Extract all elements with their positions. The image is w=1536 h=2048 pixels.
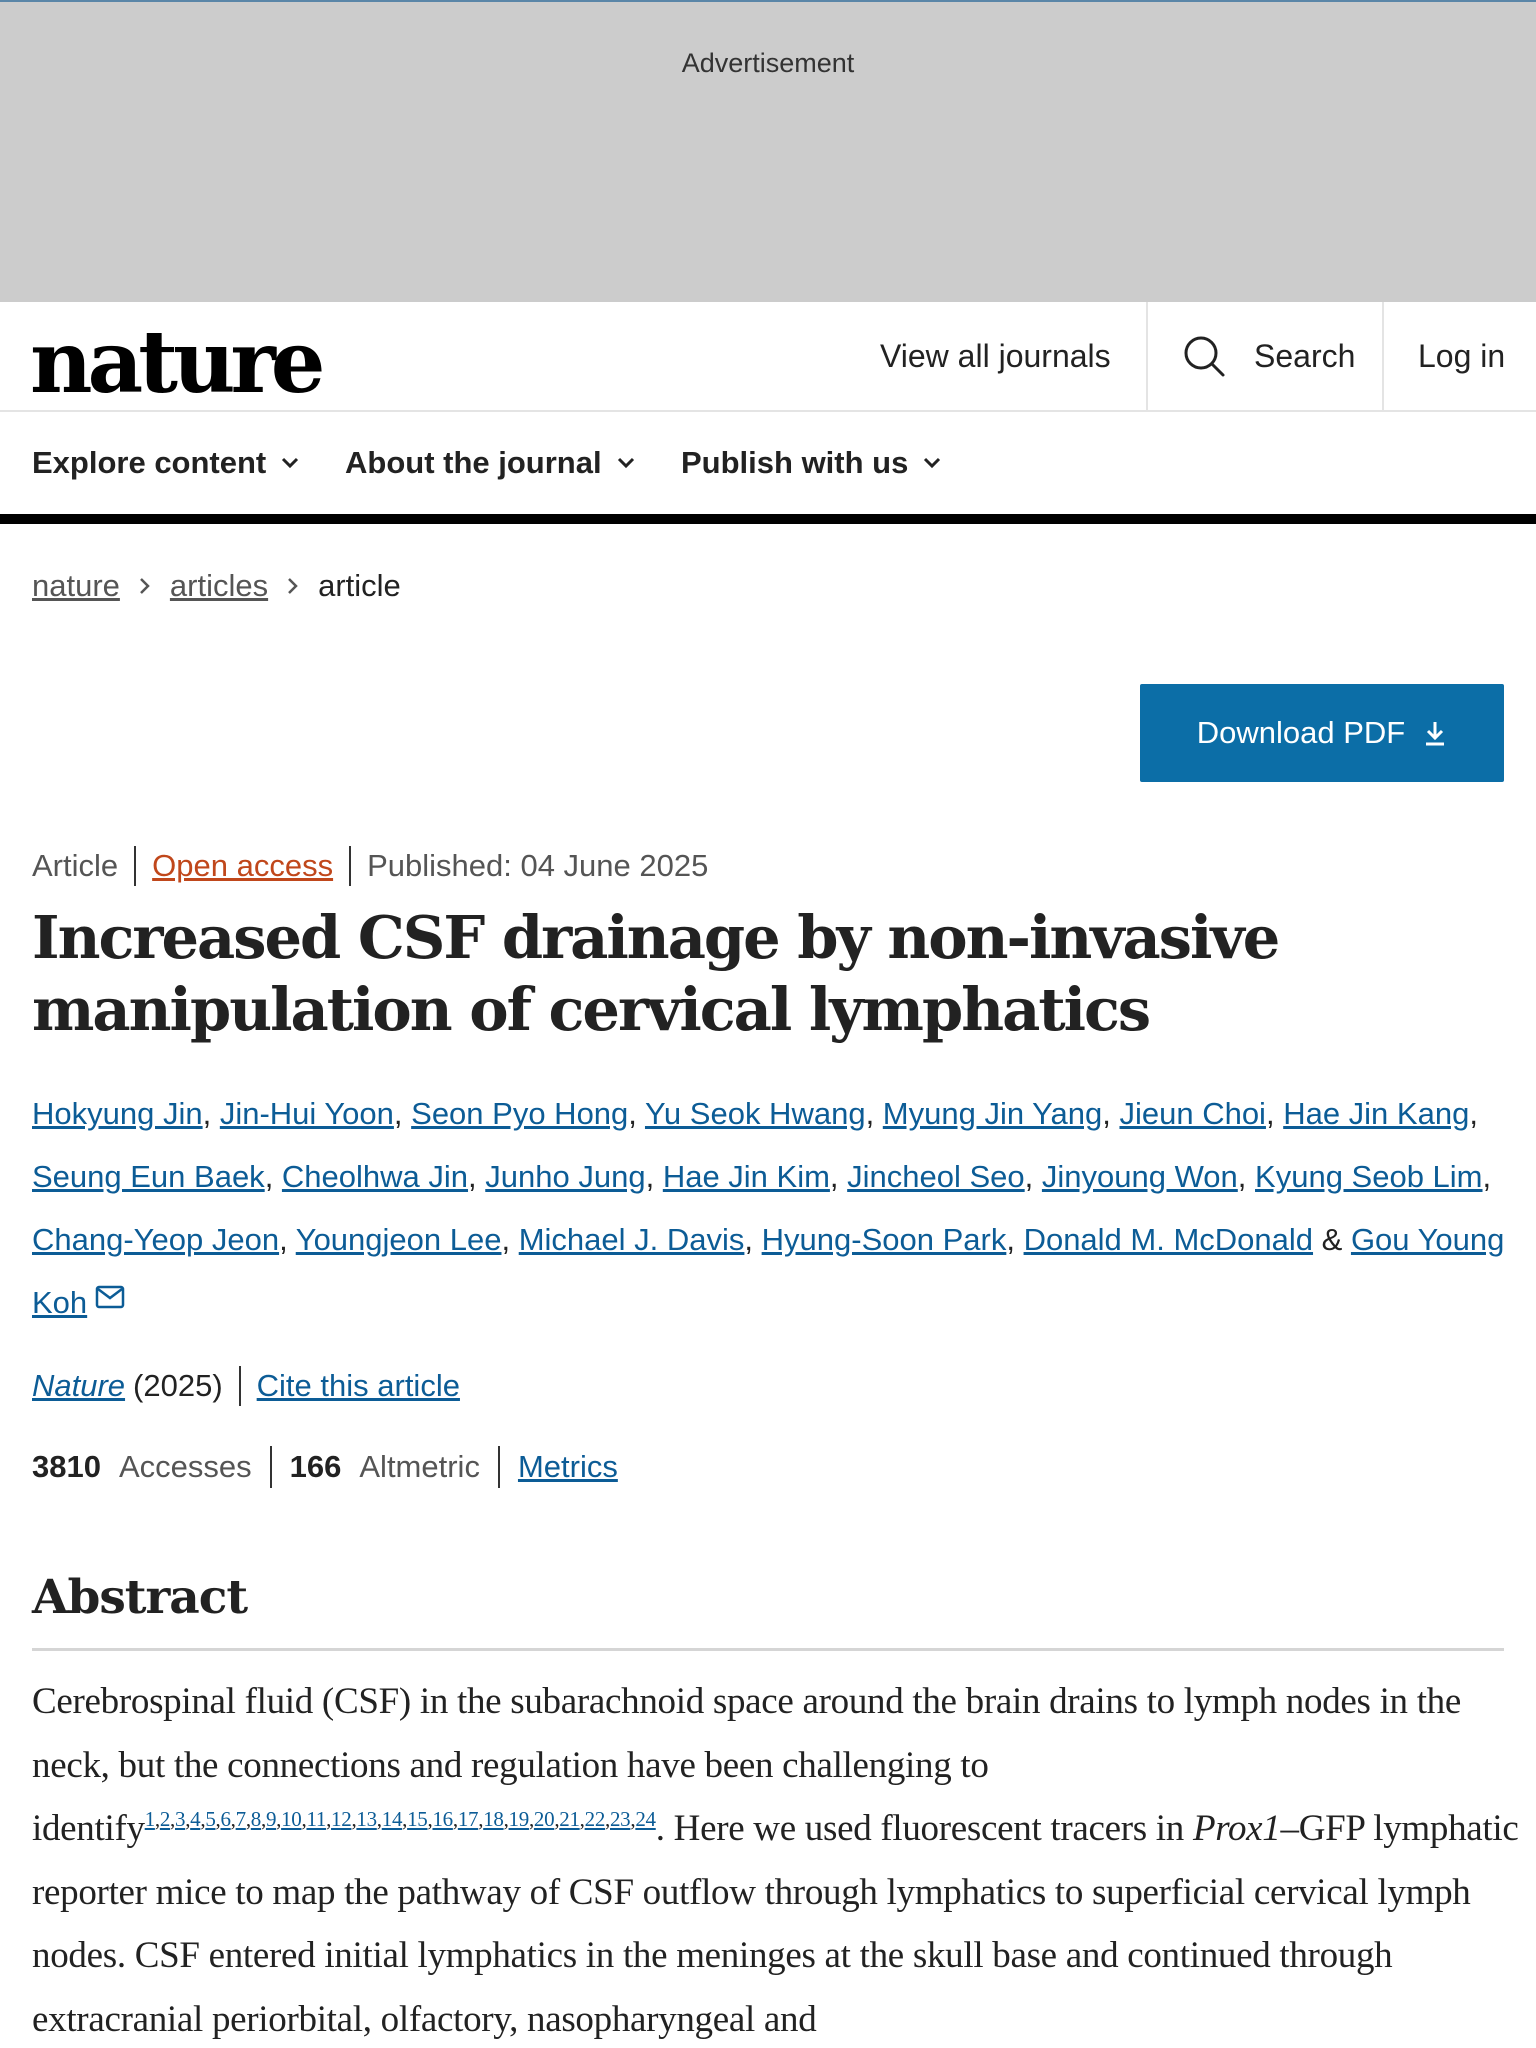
- reference-link[interactable]: 3: [175, 1807, 186, 1831]
- accesses-count: 3810: [32, 1449, 101, 1484]
- journal-name-link[interactable]: Nature: [32, 1368, 126, 1403]
- reference-link[interactable]: 23: [609, 1807, 631, 1831]
- divider: [349, 846, 351, 886]
- author-link[interactable]: Hae Jin Kang: [1283, 1096, 1470, 1131]
- divider: [270, 1446, 272, 1488]
- altmetric-score: 166: [289, 1449, 342, 1484]
- breadcrumb-home[interactable]: nature: [32, 568, 120, 603]
- abstract-text-part: . Here we used fluorescent tracers in: [655, 1808, 1193, 1849]
- reference-link[interactable]: 19: [508, 1807, 529, 1831]
- author-link[interactable]: Donald M. McDonald: [1023, 1222, 1314, 1257]
- reference-link[interactable]: 2: [159, 1807, 171, 1831]
- divider: [239, 1366, 241, 1406]
- author-link[interactable]: Myung Jin Yang: [882, 1096, 1103, 1131]
- nav-item-label: Publish with us: [681, 445, 909, 480]
- nav-explore-content[interactable]: [32, 412, 300, 514]
- author-link[interactable]: Youngjeon Lee: [295, 1222, 502, 1257]
- author-list: Hokyung Jin, Jin-Hui Yoon, Seon Pyo Hong, Yu Seok Hwang, Myung Jin Yang, Jieun Choi, Hae Jin Kang, Seung Eun Baek, Cheolhwa Jin, Junho Jung, Hae Jin Kim, Jincheol Seo, Jinyoung Won, Kyung Seob Lim, Chang-Yeop Jeon, Youngjeon Lee, Michael J. Davis, Hyung-Soon Park, Donald M. McDonald & Gou Young Koh: [32, 1096, 1505, 1320]
- article-type: Article: [32, 848, 119, 883]
- login-label: Log in: [1418, 337, 1506, 374]
- open-access-link[interactable]: Open access: [152, 848, 334, 883]
- nav-about-journal[interactable]: [345, 412, 636, 514]
- reference-list: 1,2,3,4,5,6,7,8,9,10,11,12,13,14,15,16,17,18,19,20,21,22,23,24: [144, 1807, 656, 1831]
- author-link[interactable]: Seon Pyo Hong: [411, 1096, 629, 1131]
- abstract-text: [32, 1670, 1522, 2048]
- search-button[interactable]: [1146, 302, 1382, 410]
- abstract-text-part: Cerebrospinal fluid (CSF) in the subarachnoid space around the brain drains to lymph nodes in the neck, but the connections and regulation have been challenging to identify: [32, 1681, 1462, 1849]
- nav-item-label: Explore content: [32, 445, 267, 480]
- reference-link[interactable]: 9: [265, 1807, 277, 1831]
- breadcrumb-articles[interactable]: articles: [169, 568, 269, 603]
- reference-link[interactable]: 13: [356, 1807, 377, 1831]
- altmetric-label: Altmetric: [359, 1449, 480, 1484]
- author-link[interactable]: Chang-Yeop Jeon: [32, 1222, 280, 1257]
- reference-link[interactable]: 4: [190, 1807, 201, 1831]
- published-date: Published: 04 June 2025: [367, 848, 709, 883]
- reference-link[interactable]: 14: [381, 1807, 403, 1831]
- nav-item-label: About the journal: [345, 445, 602, 480]
- gene-name: Prox1: [1192, 1808, 1281, 1849]
- reference-link[interactable]: 5: [205, 1807, 216, 1831]
- chevron-right-icon: [138, 576, 152, 596]
- chevron-down-icon: [616, 456, 636, 470]
- metrics-link[interactable]: Metrics: [517, 1449, 618, 1484]
- publication-year: (2025): [133, 1368, 223, 1403]
- advertisement-banner: [0, 0, 1536, 302]
- view-all-journals-label: View all journals: [880, 337, 1111, 374]
- chevron-down-icon: [922, 456, 942, 470]
- advertisement-label: Advertisement: [681, 48, 855, 78]
- breadcrumb-current: article: [318, 568, 401, 603]
- chevron-down-icon: [280, 456, 300, 470]
- author-link[interactable]: Gou Young Koh: [32, 1222, 1505, 1320]
- search-icon: [1182, 334, 1226, 378]
- reference-link[interactable]: 1: [144, 1807, 155, 1831]
- download-pdf-label: Download PDF: [1196, 715, 1406, 750]
- site-header: [0, 302, 1536, 412]
- abstract-text-part: –GFP lymphatic reporter mice to map the pathway of CSF outflow through lymphatics to superficial cervical lymph nodes. CSF entered initial lymphatics in the meninges at the skull base and continued through extracranial periorbital, olfactory, nasopharyngeal and: [32, 1808, 1519, 2040]
- author-link[interactable]: Kyung Seob Lim: [1255, 1159, 1483, 1194]
- author-link[interactable]: Hokyung Jin: [32, 1096, 203, 1131]
- reference-link[interactable]: 6: [220, 1807, 231, 1831]
- abstract-divider: [32, 1648, 1504, 1651]
- chevron-right-icon: [286, 576, 300, 596]
- breadcrumb: [32, 568, 401, 604]
- reference-link[interactable]: 17: [457, 1807, 479, 1831]
- author-link[interactable]: Seung Eun Baek: [32, 1159, 265, 1194]
- author-link[interactable]: Cheolhwa Jin: [281, 1159, 469, 1194]
- abstract-heading: Abstract: [32, 1570, 248, 1625]
- reference-link[interactable]: 22: [584, 1807, 606, 1831]
- search-label: Search: [1254, 337, 1356, 374]
- author-link[interactable]: Jinyoung Won: [1041, 1159, 1238, 1194]
- view-all-journals-link[interactable]: [880, 302, 1146, 410]
- reference-link[interactable]: 8: [250, 1807, 261, 1831]
- author-link[interactable]: Jincheol Seo: [847, 1159, 1025, 1194]
- accesses-label: Accesses: [118, 1449, 252, 1484]
- login-link[interactable]: [1382, 302, 1536, 410]
- journal-nav: [0, 412, 1536, 524]
- reference-link[interactable]: 18: [483, 1807, 504, 1831]
- reference-link[interactable]: 10: [281, 1807, 302, 1831]
- download-icon: [1423, 719, 1447, 747]
- reference-link[interactable]: 16: [432, 1807, 453, 1831]
- author-link[interactable]: Junho Jung: [485, 1159, 646, 1194]
- divider: [498, 1446, 500, 1488]
- author-link[interactable]: Jieun Choi: [1119, 1096, 1266, 1131]
- author-link[interactable]: Yu Seok Hwang: [644, 1096, 866, 1131]
- citation-line: [32, 1366, 460, 1406]
- nature-logo[interactable]: nature: [30, 312, 321, 413]
- reference-link[interactable]: 20: [533, 1807, 555, 1831]
- cite-this-article-link[interactable]: Cite this article: [256, 1368, 460, 1403]
- author-link[interactable]: Hae Jin Kim: [662, 1159, 830, 1194]
- divider: [134, 846, 136, 886]
- author-link[interactable]: Jin-Hui Yoon: [219, 1096, 394, 1131]
- article-metrics: [32, 1446, 618, 1488]
- article-title: Increased CSF drainage by non-invasive manipulation of cervical lymphatics: [32, 903, 1279, 1044]
- author-link[interactable]: Hyung-Soon Park: [761, 1222, 1007, 1257]
- download-pdf-button[interactable]: [1140, 684, 1504, 782]
- reference-link[interactable]: 15: [407, 1807, 428, 1831]
- reference-link[interactable]: 7: [235, 1807, 246, 1831]
- nav-publish-with-us[interactable]: [681, 412, 942, 514]
- article-meta: [32, 846, 708, 886]
- reference-link[interactable]: 21: [559, 1807, 580, 1831]
- author-link[interactable]: Michael J. Davis: [518, 1222, 745, 1257]
- reference-link[interactable]: 11: [306, 1807, 327, 1831]
- email-icon[interactable]: [95, 1285, 125, 1309]
- reference-link[interactable]: 24: [635, 1807, 656, 1831]
- reference-link[interactable]: 12: [331, 1807, 352, 1831]
